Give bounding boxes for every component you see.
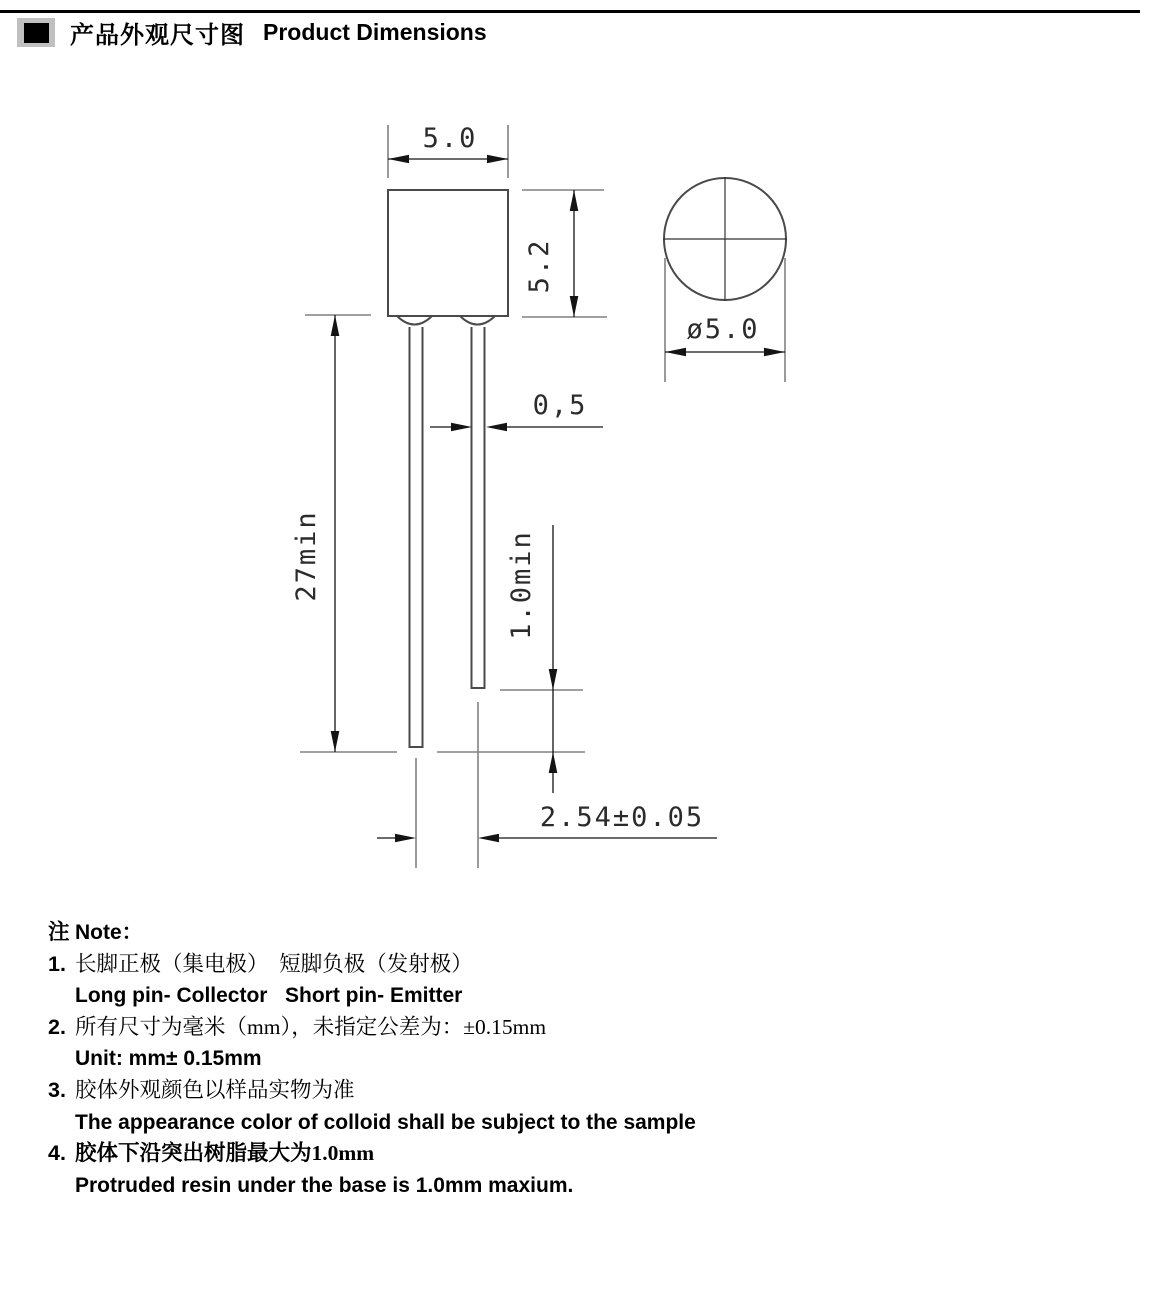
front-view <box>388 190 508 747</box>
note-item-3-zh <box>48 1075 1108 1107</box>
note-text-zh: 长脚正极（集电极） 短脚负极（发射极） <box>75 951 473 976</box>
note-number: 3. <box>48 1077 66 1102</box>
arrowhead <box>331 315 340 336</box>
arrowhead <box>665 348 686 357</box>
dim-label-lead-pitch: 2.54±0.05 <box>539 802 705 833</box>
note-text-en: Long pin- Collector Short pin- Emitter <box>75 984 463 1008</box>
note-item-3-en <box>48 1107 1108 1139</box>
package-body-outline <box>388 190 508 316</box>
arrowhead <box>570 296 579 317</box>
dim-label-lead-width: 0,5 <box>532 390 588 421</box>
note-text-en: Unit: mm± 0.15mm <box>75 1047 262 1071</box>
long-lead-outline <box>410 327 423 747</box>
note-text-en: The appearance color of colloid shall be subject to the sample <box>75 1110 696 1134</box>
arrowhead <box>486 423 507 432</box>
left-standoff-arc <box>397 316 432 325</box>
note-number-spacer <box>48 1043 75 1075</box>
note-item-1-en <box>48 980 1108 1012</box>
dim-label-lead-length: 27min <box>291 510 322 602</box>
dim-body-width <box>388 123 508 178</box>
dim-label-lead-tip: 1.0min <box>506 530 537 640</box>
arrowhead <box>395 834 416 843</box>
section-title-en: Product Dimensions <box>263 19 487 45</box>
note-text-zh: 胶体下沿突出树脂最大为1.0mm <box>75 1141 375 1166</box>
note-number-spacer <box>48 980 75 1012</box>
note-text-en: Protruded resin under the base is 1.0mm maxium. <box>75 1173 574 1197</box>
note-item-2-zh <box>48 1012 1108 1044</box>
arrowhead <box>331 731 340 752</box>
note-text-zh: 胶体外观颜色以样品实物为准 <box>75 1077 355 1102</box>
note-item-4-zh <box>48 1138 1108 1170</box>
dim-lead-pitch <box>377 702 717 868</box>
note-heading-zh: 注 <box>48 920 70 944</box>
arrowhead <box>764 348 785 357</box>
arrowhead <box>478 834 499 843</box>
arrowhead <box>388 155 409 164</box>
note-number: 1. <box>48 951 66 976</box>
arrowhead <box>549 669 558 690</box>
note-text-zh: 所有尺寸为毫米（mm），未指定公差为：±0.15mm <box>75 1014 547 1039</box>
arrowhead <box>549 752 558 773</box>
notes-section <box>48 917 1108 1201</box>
arrowhead <box>570 190 579 211</box>
dim-lead-width <box>430 390 603 431</box>
note-item-4-en <box>48 1170 1108 1202</box>
note-number: 2. <box>48 1014 66 1039</box>
note-item-2-en <box>48 1043 1108 1075</box>
note-heading <box>48 917 1108 949</box>
arrowhead <box>487 155 508 164</box>
dim-label-lens-diameter: ø5.0 <box>686 314 760 345</box>
dim-label-body-width: 5.0 <box>422 123 478 154</box>
dim-lead-length <box>291 315 585 752</box>
note-heading-en: Note： <box>75 921 143 944</box>
short-lead-outline <box>472 327 485 688</box>
top-view <box>663 177 787 301</box>
dim-body-height <box>522 190 607 317</box>
section-title-zh: 产品外观尺寸图 <box>70 22 245 49</box>
note-number: 4. <box>48 1141 66 1166</box>
note-number-spacer <box>48 1170 75 1202</box>
note-number-spacer <box>48 1107 75 1139</box>
note-item-1-zh <box>48 949 1108 981</box>
arrowhead <box>451 423 472 432</box>
right-standoff-arc <box>460 316 495 325</box>
dim-label-body-height: 5.2 <box>524 238 555 294</box>
